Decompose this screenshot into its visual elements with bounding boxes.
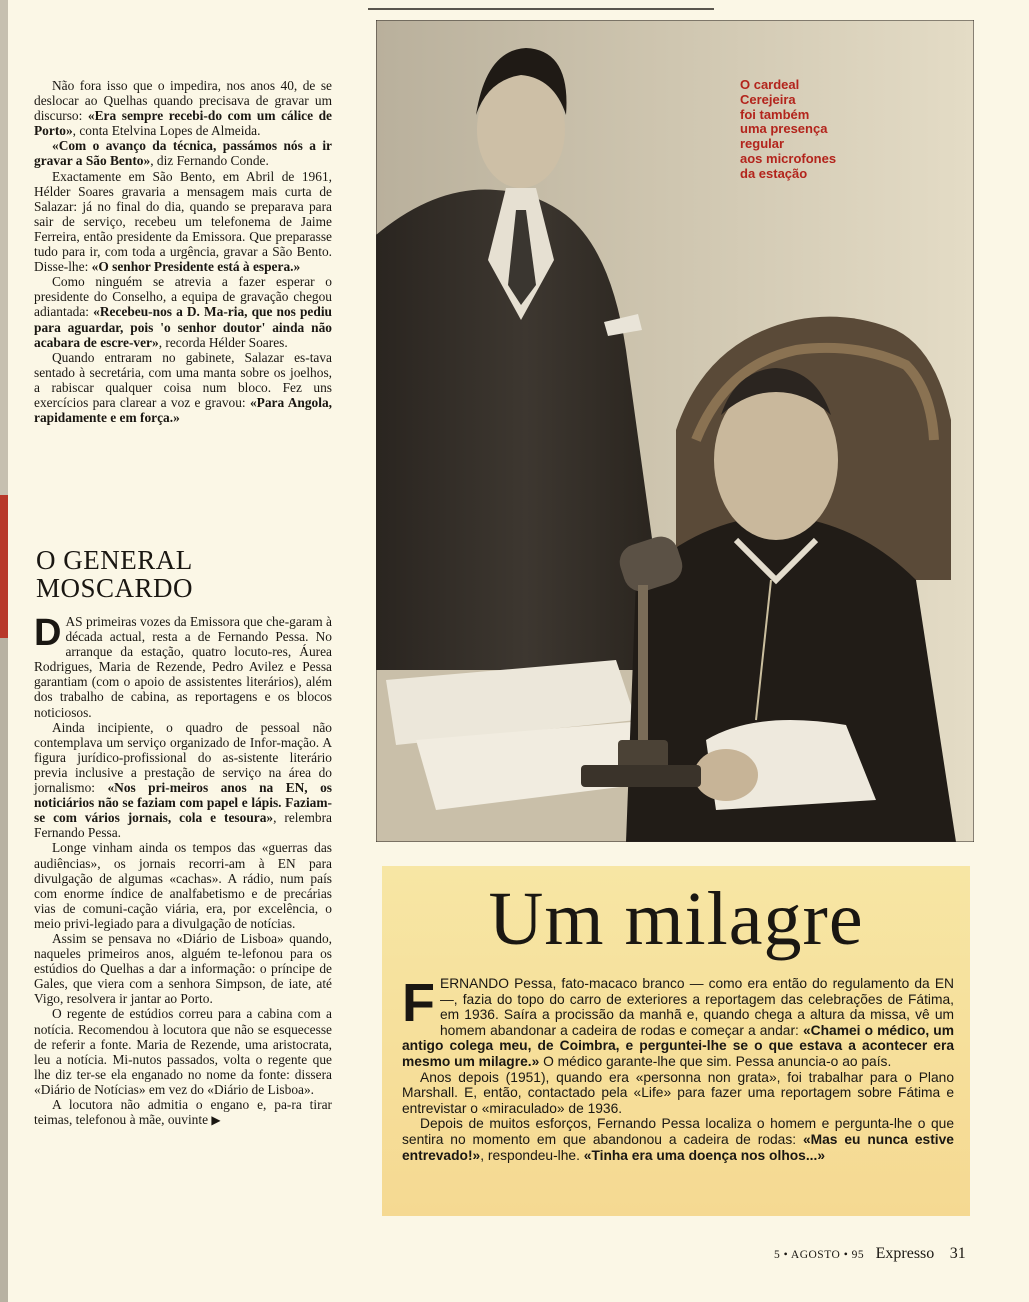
continue-arrow-icon: ▶ (211, 1113, 221, 1128)
article-column-2 (34, 614, 332, 1128)
drop-cap: D (34, 612, 62, 654)
box-drop-cap: F (402, 973, 435, 1033)
page-footer (774, 1245, 966, 1263)
paragraph-5: Quando entraram no gabinete, Salazar es-tava sentado à secretária, com uma manta sobre os joelhos, a rabiscar qualquer coisa num bloco. Fez uns exercícios para clarear a voz e gravou: «Para Angola, rapidamente e em força.» (34, 349, 332, 426)
box-paragraph-3: Depois de muitos esforços, Fernando Pessa localiza o homem e pergunta-lhe o que sentira no momento em que abandonou a cadeira de rodas: «Mas eu nunca estive entrevado!», respondeu-lhe. «Tinha era uma doença nos olhos...» (402, 1116, 954, 1163)
page-number: 31 (949, 1245, 966, 1262)
page-edge-strip (0, 0, 8, 1302)
archive-photo (376, 20, 974, 842)
paragraph-6: Ainda incipiente, o quadro de pessoal não contemplava um serviço organizado de Infor-mação. A figura jurídico-profissional do as-sistente literário previa inclusive a prestação de serviço na área do jornalismo: «Nos pri-meiros anos na EN, os noticiários não se faziam com papel e lápis. Faziam-se com vários jornais, cola e tesoura», relembra Fernando Pessa. (34, 719, 332, 841)
article-column-1 (34, 78, 332, 425)
paragraph-7: Longe vinham ainda os tempos das «guerras das audiências», os jornais recorri-am à EN para divulgação de algumas «cachas». A rádio, num país com enorme índice de analfabetismo e de precárias vias de comuni-cação viária, era, por excelência, o meio privi-legiado para a divulgação de notícias. (34, 840, 332, 931)
sidebar-box (382, 866, 970, 1216)
box-body (402, 973, 954, 1163)
paragraph-4: Como ninguém se atrevia a fazer esperar o presidente do Conselho, a equipa de gravação chegou adiantada: «Recebeu-nos a D. Ma-ria, que nos pediu para aguardar, pois 'o senhor doutor' ainda não acabara de escre-ver», recorda Hélder Soares. (34, 274, 332, 350)
photo-caption: O cardeal Cerejeira foi também uma presença regular aos microfones da estação (740, 77, 837, 181)
top-rule (368, 8, 714, 10)
lead-paragraph: DAS primeiras vozes da Emissora que che-garam à década actual, resta a de Fernando Pessa. No arranque da estação, quatro locuto-res, Áurea Rodrigues, Maria de Rezende, Pedro Avilez e Pessa garantiam (com o apoio de assistentes literários), além dos trabalho de cabina, as reportagens e os blocos noticiosos. (34, 612, 332, 720)
paragraph-10: A locutora não admitia o engano e, pa-ra tirar teimas, telefonou à mãe, ouvinte ▶ (34, 1097, 332, 1128)
box-paragraph-2: Anos depois (1951), quando era «personna non grata», foi trabalhar para o Plano Marshall. E, então, contactado pela «Life» para fazer uma reportagem sobre Fátima e entrevistar o «miraculado» de 1936. (402, 1069, 954, 1116)
paragraph-3: Exactamente em São Bento, em Abril de 1961, Hélder Soares gravaria a mensagem mais curta de Salazar: já no final do dia, quando se preparava para sair de serviço, recebeu um telefonema de Jaime Ferreira, então presidente da Emissora. Que preparasse tudo para ir, com toda a urgência, gravar a São Bento. Disse-lhe: «O senhor Presidente está à espera.» (34, 168, 332, 275)
box-title: Um milagre (488, 877, 864, 961)
paragraph-2: «Com o avanço da técnica, passámos nós a ir gravar a São Bento», diz Fernando Conde. (34, 138, 332, 169)
photo-illustration (376, 20, 974, 842)
paragraph-1: Não fora isso que o impedira, nos anos 40, de se deslocar ao Quelhas quando precisava de gravar um discurso: «Era sempre recebi-do com um cálice de Porto», conta Etelvina Lopes de Almeida. (34, 78, 332, 139)
publication-name: Expresso (875, 1245, 935, 1262)
box-lead-paragraph: FERNANDO Pessa, fato-macaco branco — como era então do regulamento da EN —, fazia do topo do carro de exteriores a reportagem das celebrações de Fátima, em 1936. Saíra a procissão da manhã e, quando chega a altura da missa, vê um homem abandonar a cadeira de rodas e começar a andar: «Chamei o médico, um antigo colega meu, de Coimbra, e perguntei-lhe se o que estava a acontecer era mesmo um milagre.» O médico garante-lhe que sim. Pessa anuncia-o ao país. (402, 973, 954, 1069)
paragraph-8: Assim se pensava no «Diário de Lisboa» quando, naqueles primeiros anos, alguém te-lefonou para os estúdios do Quelhas a dar a informação: o príncipe de Gales, que viera com a senhora Simpson, de iate, até Vigo, resolvera ir jantar ao Porto. (34, 930, 332, 1007)
issue-date: 5 • AGOSTO • 95 (774, 1249, 865, 1261)
paragraph-9: O regente de estúdios correu para a cabina com a notícia. Recomendou à locutora que não se esquecesse de referir a fonte. Maria de Rezende, uma aristocrata, leu a notícia. Mi-nutos passados, volta o regente que lhe diz ter-se ela enganado no nome da fonte: dissera «Diário de Notícias» em vez do «Diário de Lisboa». (34, 1006, 332, 1097)
section-heading: O GENERAL MOSCARDO (36, 545, 194, 603)
